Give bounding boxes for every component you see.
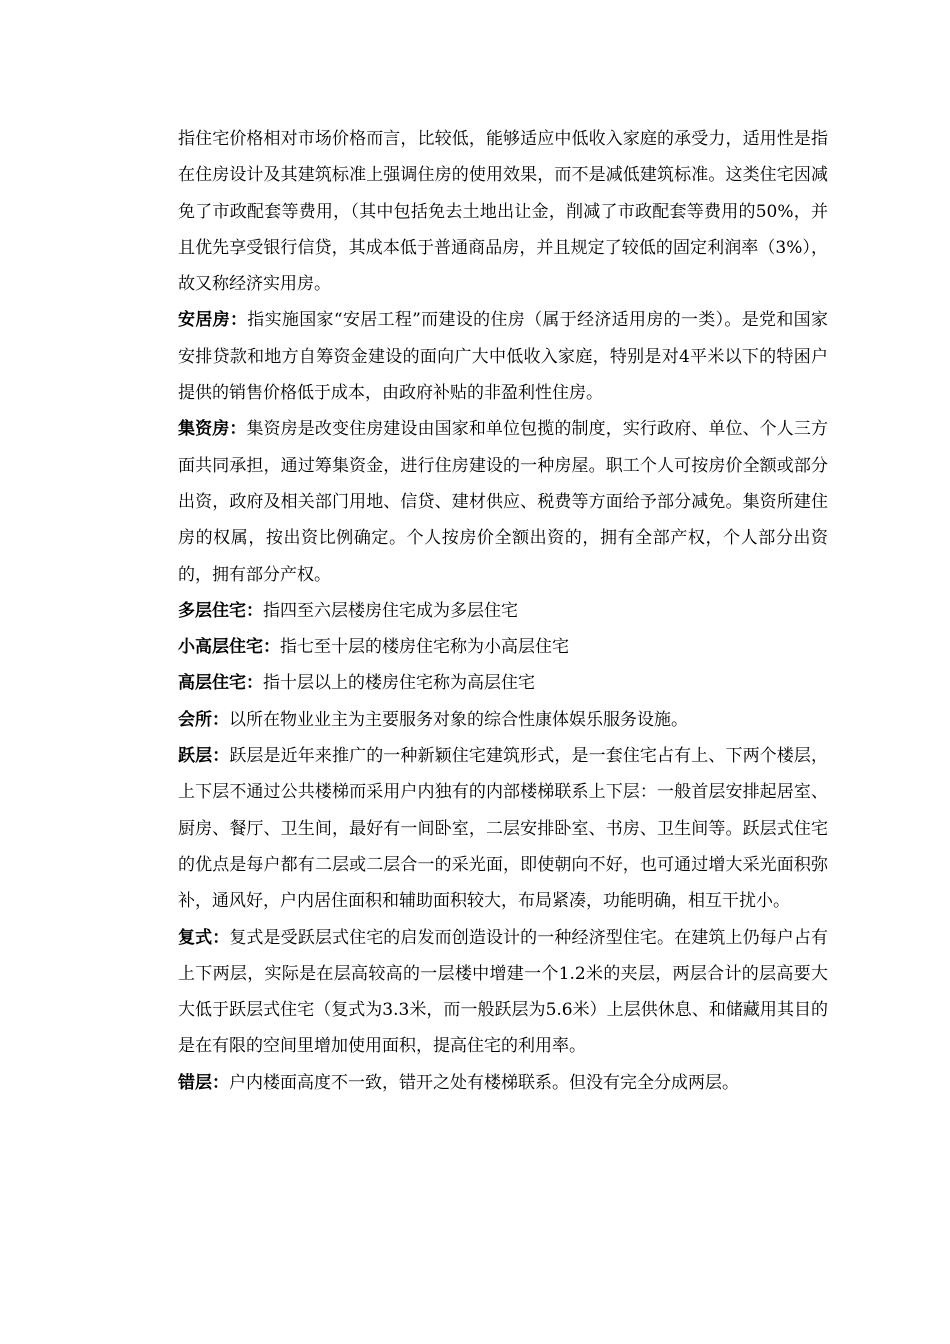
term-label: 会所： bbox=[178, 709, 229, 730]
paragraph-split-level bbox=[178, 1065, 828, 1101]
term-label: 错层： bbox=[178, 1072, 229, 1093]
definition-text: 复式是受跃层式住宅的启发而创造设计的一种经济型住宅。在建筑上仍每户占有上下两层，实际是在层高较高的一层楼中增建一个1.2米的夹层，两层合计的层高要大大低于跃层式住宅（复式为3.3米，而一般跃层为5.6米）上层供休息、和储藏用其目的是在有限的空间里增加使用面积，提高住宅的利用率。 bbox=[178, 927, 829, 1057]
term-label: 安居房： bbox=[178, 310, 248, 331]
paragraph-clubhouse bbox=[178, 702, 828, 738]
document-page bbox=[178, 121, 828, 1101]
term-label: 集资房： bbox=[178, 419, 247, 440]
term-label: 高层住宅： bbox=[178, 673, 263, 694]
paragraph-high-rise bbox=[178, 665, 828, 701]
definition-text: 指十层以上的楼房住宅称为高层住宅 bbox=[263, 673, 535, 694]
definition-text: 户内楼面高度不一致，错开之处有楼梯联系。但没有完全分成两层。 bbox=[229, 1072, 739, 1093]
paragraph-mid-high-rise bbox=[178, 629, 828, 665]
definition-text: 指住宅价格相对市场价格而言，比较低，能够适应中低收入家庭的承受力，适用性是指在住房设计及其建筑标准上强调住房的使用效果，而不是减低建筑标准。这类住宅因减免了市政配套等费用，（其中包括免去土地出让金，削减了市政配套等费用的50%，并且优先享受银行信贷，其成本低于普通商品房，并且规定了较低的固定利润率（3%），故又称经济实用房。 bbox=[178, 129, 828, 295]
paragraph-loft bbox=[178, 920, 828, 1065]
term-label: 小高层住宅： bbox=[178, 637, 280, 658]
definition-text: 指实施国家“安居工程”而建设的住房（属于经济适用房的一类）。是党和国家安排贷款和地方自筹资金建设的面向广大中低收入家庭，特别是对4平米以下的特困户提供的销售价格低于成本，由政府补贴的非盈利性住房。 bbox=[178, 310, 828, 404]
paragraph-anju-housing bbox=[178, 302, 828, 411]
paragraph-economy-housing-continued bbox=[178, 121, 828, 302]
term-label: 跃层： bbox=[178, 746, 230, 767]
term-label: 复式： bbox=[178, 927, 230, 948]
definition-text: 集资房是改变住房建设由国家和单位包揽的制度，实行政府、单位、个人三方面共同承担，通过筹集资金，进行住房建设的一种房屋。职工个人可按房价全额或部分出资，政府及相关部门用地、信贷、建材供应、税费等方面给予部分减免。集资所建住房的权属，按出资比例确定。个人按房价全额出资的，拥有全部产权，个人部分出资的，拥有部分产权。 bbox=[178, 419, 829, 585]
paragraph-multi-storey bbox=[178, 593, 828, 629]
definition-text: 指四至六层楼房住宅成为多层住宅 bbox=[263, 600, 518, 621]
paragraph-duplex bbox=[178, 738, 828, 919]
definition-text: 以所在物业业主为主要服务对象的综合性康体娱乐服务设施。 bbox=[229, 709, 688, 730]
paragraph-jizi-housing bbox=[178, 411, 828, 592]
definition-text: 指七至十层的楼房住宅称为小高层住宅 bbox=[280, 637, 569, 658]
definition-text: 跃层是近年来推广的一种新颖住宅建筑形式，是一套住宅占有上、下两个楼层，上下层不通过公共楼梯而采用户内独有的内部楼梯联系上下层：一般首层安排起居室、厨房、餐厅、卫生间，最好有一间卧室，二层安排卧室、书房、卫生间等。跃层式住宅的优点是每户都有二层或二层合一的采光面，即使朝向不好，也可通过增大采光面积弥补，通风好，户内居住面积和辅助面积较大，布局紧凑，功能明确，相互干扰小。 bbox=[178, 746, 829, 912]
term-label: 多层住宅： bbox=[178, 600, 263, 621]
